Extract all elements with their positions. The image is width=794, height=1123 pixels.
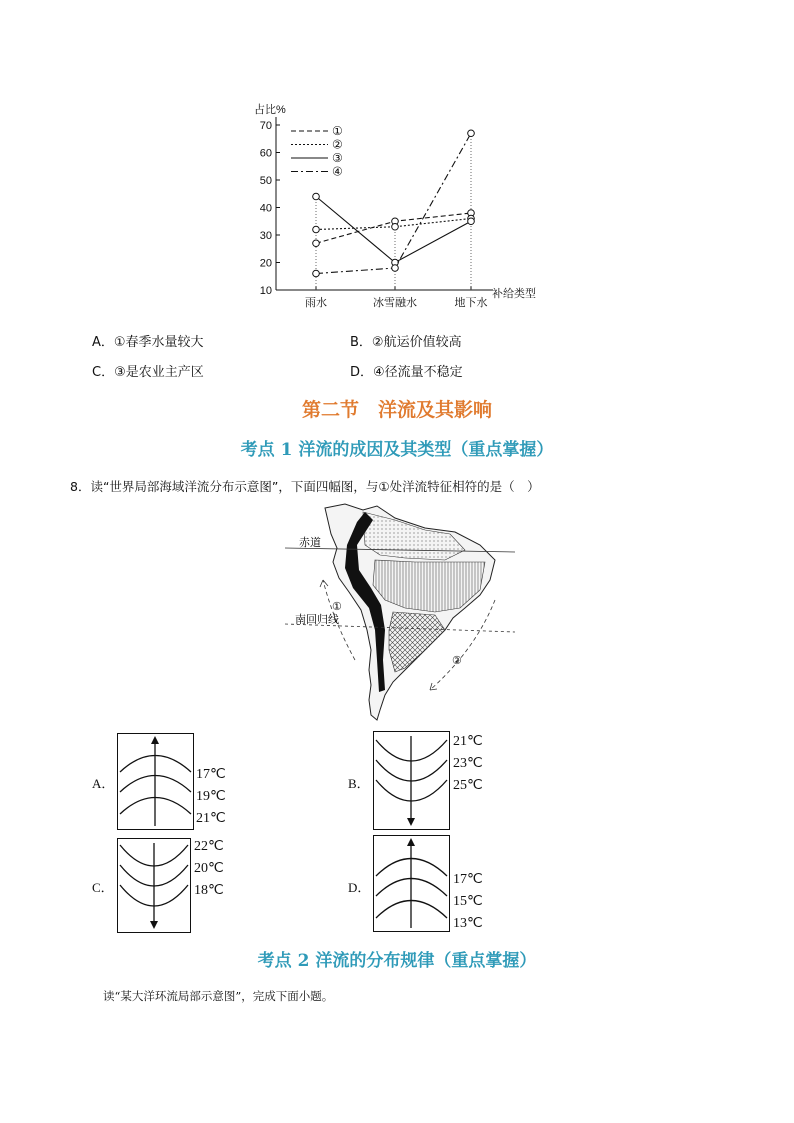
- diagram-b-box: [373, 731, 450, 830]
- legend-label-2: ②: [332, 137, 343, 152]
- kaodian-2-heading: 考点 2 洋流的分布规律（重点掌握）: [257, 951, 537, 971]
- data-point: [313, 270, 320, 277]
- diagram-c-label: C．: [92, 880, 114, 895]
- q7-option-d: D．④径流量不稳定: [350, 365, 463, 380]
- diagram-a-isotherms: [118, 734, 193, 829]
- q7-option-a: A．①春季水量较大: [92, 335, 204, 350]
- legend-label-1: ①: [332, 124, 343, 138]
- y-tick-label: 70: [259, 120, 272, 132]
- current-1-label: ①: [332, 600, 342, 613]
- x-tick-label: 雨水: [305, 296, 327, 309]
- data-point: [468, 130, 475, 137]
- data-point: [392, 265, 399, 272]
- diagram-d-temp-3: 13℃: [453, 916, 483, 931]
- region-north: [363, 512, 465, 560]
- diagram-b-label: B．: [348, 776, 370, 791]
- diagram-c-temp-2: 20℃: [194, 861, 224, 876]
- y-tick-label: 20: [259, 257, 272, 270]
- legend-label-4: ④: [332, 164, 343, 179]
- q7-option-b: B．②航运价值较高: [350, 335, 462, 350]
- diagram-d-label: D．: [348, 880, 371, 895]
- y-axis-label: 占比%: [254, 104, 286, 116]
- q7-option-c: C．③是农业主产区: [92, 365, 204, 380]
- diagram-b-temp-2: 23℃: [453, 756, 483, 771]
- diagram-a-label: A．: [92, 776, 115, 791]
- diagram-d-temp-1: 17℃: [453, 872, 483, 887]
- diagram-b-isotherms: [374, 732, 449, 829]
- diagram-a-temp-3: 21℃: [196, 811, 226, 826]
- kaodian-1-heading: 考点 1 洋流的成因及其类型（重点掌握）: [240, 440, 554, 460]
- diagram-c-temps: [194, 836, 224, 902]
- data-point: [392, 223, 399, 230]
- current-2-label: ②: [452, 654, 462, 667]
- diagram-b-temp-1: 21℃: [453, 734, 483, 749]
- diagram-a-temp-2: 19℃: [196, 789, 226, 804]
- y-tick-label: 40: [259, 202, 272, 215]
- diagram-d-isotherms: [374, 836, 449, 931]
- tropic-label: 南回归线: [295, 613, 339, 626]
- data-point: [313, 226, 320, 233]
- legend-label-3: ③: [332, 151, 343, 165]
- x-tick-label: 地下水: [454, 296, 488, 309]
- y-tick-label: 60: [259, 147, 272, 160]
- diagram-c-temp-1: 22℃: [194, 839, 224, 854]
- diagram-d-temps: [453, 869, 483, 935]
- diagram-d-box: [373, 835, 450, 932]
- data-point: [313, 193, 320, 200]
- diagram-a-temps: [196, 764, 226, 830]
- data-point: [468, 218, 475, 225]
- south-america-current-map: [285, 500, 515, 725]
- x-tick-label: 冰雪融水: [373, 296, 417, 309]
- diagram-b-temps: [453, 731, 483, 797]
- question-8-text: 8．读“世界局部海域洋流分布示意图”，下面四幅图，与①处洋流特征相符的是（ ）: [70, 479, 540, 494]
- section-title: 第二节 洋流及其影响: [301, 399, 492, 421]
- diagram-c-box: [117, 838, 191, 933]
- region-south: [389, 612, 445, 672]
- x-axis-label: 补给类型: [492, 287, 536, 300]
- diagram-a-box: [117, 733, 194, 830]
- diagram-c-isotherms: [118, 839, 190, 932]
- equator-label: 赤道: [299, 536, 321, 549]
- runoff-supply-chart: [248, 100, 548, 320]
- diagram-b-temp-3: 25℃: [453, 778, 483, 793]
- data-point: [313, 240, 320, 247]
- diagram-d-temp-2: 15℃: [453, 894, 483, 909]
- question-9-intro: 读“某大洋环流局部示意图”，完成下面小题。: [103, 989, 334, 1003]
- y-tick-label: 30: [259, 230, 272, 242]
- y-tick-label: 10: [259, 285, 272, 297]
- y-tick-label: 50: [259, 175, 272, 187]
- diagram-a-temp-1: 17℃: [196, 767, 226, 782]
- diagram-c-temp-3: 18℃: [194, 883, 224, 898]
